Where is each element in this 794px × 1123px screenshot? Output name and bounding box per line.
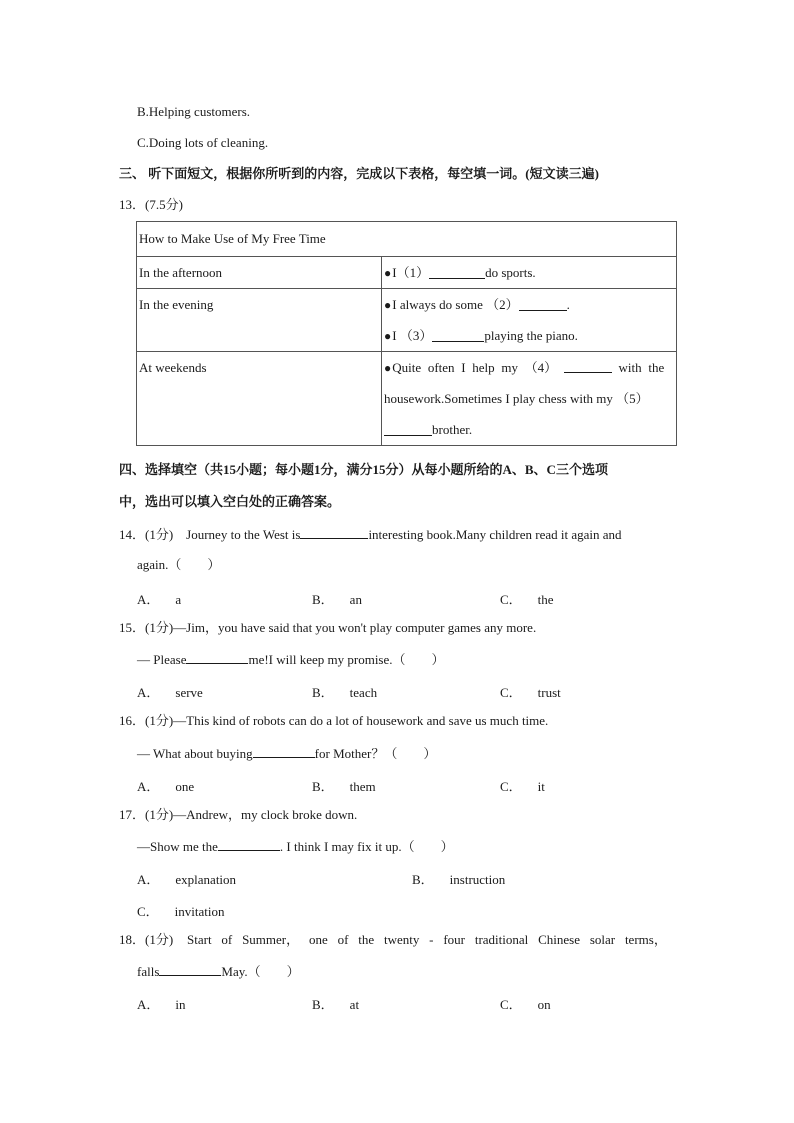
q18-option-a[interactable]: A． in (137, 997, 186, 1012)
table-title-cell (137, 222, 677, 257)
table-row-label: In the evening (137, 289, 382, 352)
blank-1[interactable] (429, 266, 485, 279)
question-15-line-2: — Please me!I will keep my promise.（ ） (137, 652, 445, 667)
question-17: 17．(1分)—Andrew，my clock broke down. (119, 807, 358, 822)
blank-q18[interactable] (159, 963, 221, 976)
blank-q17[interactable] (218, 838, 280, 851)
section-4-heading-1: 四、选择填空（共15小题；每小题1分，满分15分）从每小题所给的A、B、C三个选项 (119, 462, 608, 477)
blank-q14[interactable] (300, 526, 368, 539)
bullet-icon: ● (384, 360, 392, 375)
option-c-prev: C.Doing lots of cleaning. (137, 135, 269, 150)
table-row-content: ● I（1） do sports. (382, 257, 677, 289)
question-16: 16．(1分)—This kind of robots can do a lot of housework and save us much time. (119, 713, 549, 728)
option-b-prev: B.Helping customers. (137, 104, 251, 119)
question-15: 15．(1分)—Jim，you have said that you won't play computer games any more. (119, 620, 537, 635)
q14-option-c[interactable]: C． the (500, 592, 554, 607)
table-row-content: ● Quite often I help my （4） with the housework.Sometimes I play chess with my （5） brother. (382, 352, 677, 446)
q18-option-c[interactable]: C． on (500, 997, 551, 1012)
question-14-line-2: again.（ ） (137, 557, 221, 572)
q18-option-b[interactable]: B． at (312, 997, 360, 1012)
blank-q16[interactable] (253, 745, 315, 758)
table-title: How to Make Use of My Free Time (139, 231, 326, 246)
q15-option-c[interactable]: C． trust (500, 685, 561, 700)
q17-option-b[interactable]: B． instruction (412, 872, 506, 887)
question-14: 14．(1分) Journey to the West is interesting book.Many children read it again and (119, 527, 622, 542)
q16-option-b[interactable]: B． them (312, 779, 376, 794)
question-16-line-2: — What about buying for Mother？（ ） (137, 746, 437, 761)
question-17-line-2: —Show me the . I think I may fix it up.（ ） (137, 839, 454, 854)
section-3-heading: 三、 听下面短文，根据你所听到的内容，完成以下表格，每空填一词。(短文读三遍) (119, 166, 599, 181)
section-4-heading-2: 中，选出可以填入空白处的正确答案。 (119, 494, 341, 509)
bullet-icon: ● (384, 328, 392, 343)
table-row-label: In the afternoon (137, 257, 382, 289)
q15-option-a[interactable]: A． serve (137, 685, 203, 700)
blank-q15[interactable] (186, 651, 248, 664)
blank-5[interactable] (384, 423, 432, 436)
free-time-table (136, 221, 677, 446)
blank-4[interactable] (564, 360, 612, 373)
q15-option-b[interactable]: B． teach (312, 685, 378, 700)
q16-option-c[interactable]: C． it (500, 779, 545, 794)
table-row-content: ● I always do some （2） . ● I （3） playing the piano. (382, 289, 677, 352)
question-18-line-2: falls May.（ ） (137, 964, 300, 979)
q14-option-b[interactable]: B． an (312, 592, 362, 607)
question-18: 18．(1分) (119, 932, 174, 947)
table-row-label: At weekends (137, 352, 382, 446)
bullet-icon: ● (384, 297, 392, 312)
question-18-line-1: Start of Summer， one of the twenty - four traditional Chinese solar terms， (187, 932, 667, 947)
q16-option-a[interactable]: A． one (137, 779, 195, 794)
blank-3[interactable] (432, 329, 484, 342)
q17-option-a[interactable]: A． explanation (137, 872, 237, 887)
q17-option-c[interactable]: C． invitation (137, 904, 225, 919)
bullet-icon: ● (384, 265, 392, 280)
question-13-label: 13．(7.5分) (119, 197, 183, 212)
q14-option-a[interactable]: A． a (137, 592, 182, 607)
blank-2[interactable] (519, 298, 567, 311)
